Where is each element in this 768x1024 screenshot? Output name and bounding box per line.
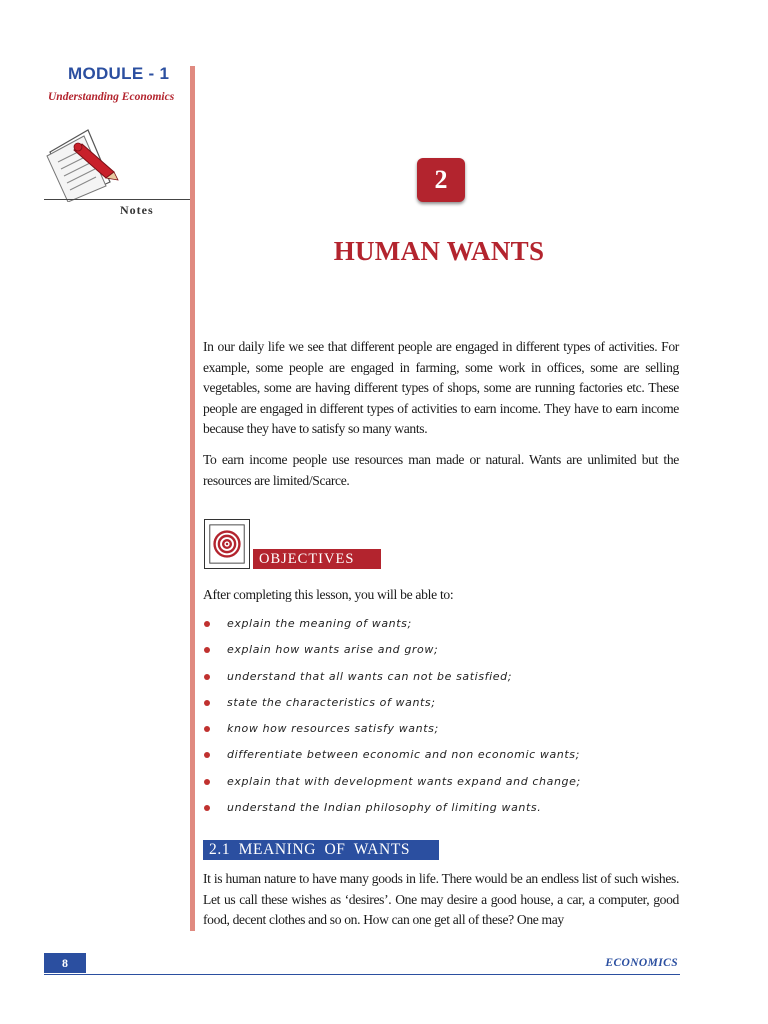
- objective-text: understand that all wants can not be satisfied;: [227, 669, 513, 683]
- objective-item: [203, 719, 683, 745]
- intro-paragraph-2: To earn income people use resources man made or natural. Wants are unlimited but the resources are limited/Scarce.: [203, 452, 679, 488]
- objective-item: [203, 772, 683, 798]
- objective-item: [203, 614, 683, 640]
- bullet-icon: [204, 621, 210, 627]
- page-title: HUMAN WANTS: [333, 236, 545, 266]
- objective-text: explain the meaning of wants;: [227, 617, 412, 630]
- page-number: 8: [44, 953, 86, 973]
- notes-label: Notes: [120, 203, 154, 217]
- intro-paragraph-1: In our daily life we see that different people are engaged in different types of activities. For example, some people are engaged in farming, some work in offices, some are selling vegetables, some are having different types of shops, some are running factories etc. These people are engaged in different types of activities to earn income. They have to earn income because they have to satisfy so many wants.: [203, 339, 679, 436]
- section-paragraph: It is human nature to have many goods in life. There would be an endless list of such wishes. Let us call these wishes as ‘desires’. One may desire a good house, a car, a computer, good food, decent clothes and so on. How can one get all of these? One may: [203, 871, 679, 927]
- footer-divider: [44, 974, 680, 975]
- module-title: MODULE - 1: [68, 64, 170, 83]
- objective-text: state the characteristics of wants;: [227, 695, 436, 709]
- objective-item: [203, 667, 683, 693]
- bullet-icon: [204, 700, 210, 706]
- objectives-heading: OBJECTIVES: [253, 549, 381, 569]
- chapter-number-badge: 2: [417, 158, 465, 202]
- objective-text: understand the Indian philosophy of limiting wants.: [227, 801, 542, 815]
- bullet-icon: [204, 726, 210, 732]
- objective-text: explain that with development wants expand and change;: [227, 774, 581, 788]
- objective-text: differentiate between economic and non economic wants;: [227, 748, 580, 762]
- bullet-icon: [204, 752, 210, 758]
- bullet-icon: [204, 805, 210, 811]
- objective-text: explain how wants arise and grow;: [227, 643, 439, 657]
- margin-divider: [190, 66, 195, 931]
- objective-item: [203, 745, 683, 771]
- objectives-intro: After completing this lesson, you will be able to:: [203, 587, 454, 602]
- bullet-icon: [204, 674, 210, 680]
- objective-item: [203, 640, 683, 666]
- bullet-icon: [204, 647, 210, 653]
- target-icon: [204, 519, 250, 569]
- objective-item: [203, 798, 683, 824]
- footer-subject: ECONOMICS: [605, 957, 678, 969]
- module-subtitle: Understanding Economics: [48, 91, 175, 103]
- notes-divider: [44, 199, 190, 200]
- notes-pencil-icon: [44, 122, 120, 202]
- bullet-icon: [204, 779, 210, 785]
- objectives-list: [203, 614, 683, 824]
- objective-item: [203, 693, 683, 719]
- objective-text: know how resources satisfy wants;: [227, 722, 439, 736]
- section-heading: 2.1 MEANING OF WANTS: [203, 840, 439, 860]
